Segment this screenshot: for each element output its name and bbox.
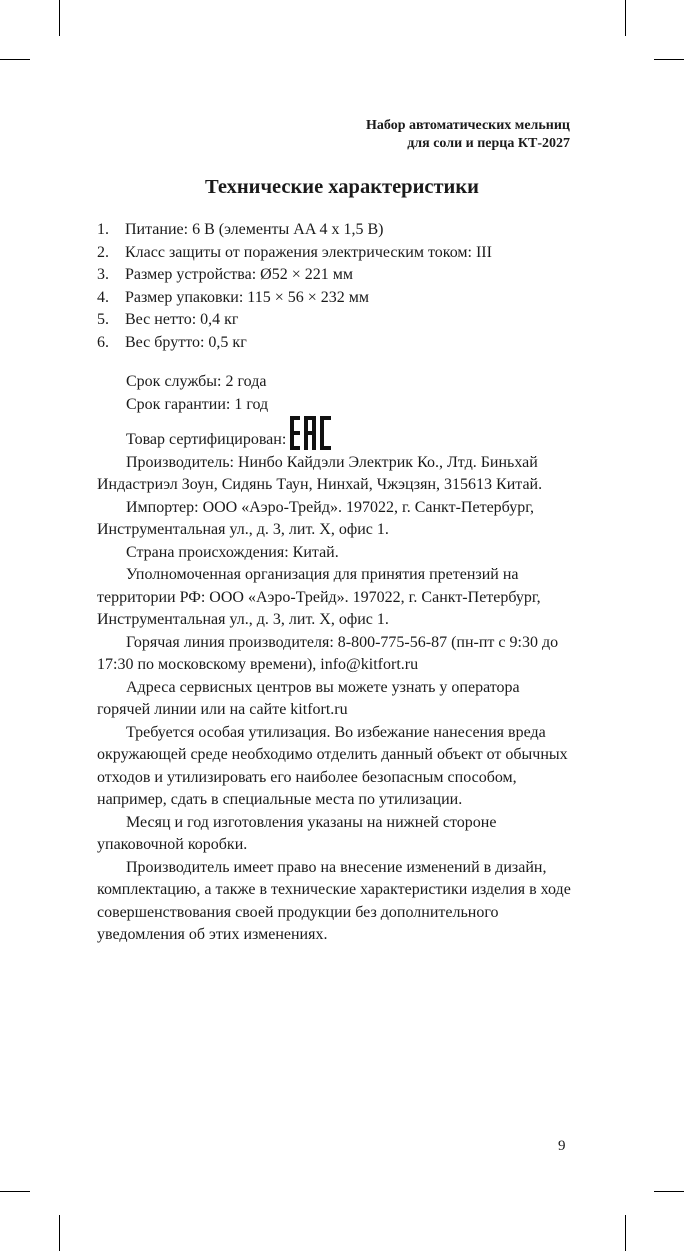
crop-mark (59, 0, 60, 36)
crop-mark (654, 1191, 684, 1192)
spec-number: 3. (97, 266, 109, 283)
info-section (97, 371, 571, 947)
importer-paragraph: Импортер: ООО «Аэро-Трейд». 197022, г. Санкт-Петербург, Инструментальная ул., д. 3, лит. Х, офис 1. (97, 498, 534, 538)
crop-mark (654, 59, 684, 60)
crop-mark (0, 1191, 30, 1192)
spec-item (97, 287, 577, 310)
spec-number: 6. (97, 333, 109, 351)
spec-item (97, 264, 577, 287)
spec-item (97, 219, 577, 242)
spec-number: 2. (97, 243, 109, 261)
spec-text: Класс защиты от поражения электрическим током: III (125, 243, 492, 261)
spec-list (97, 219, 577, 354)
spec-number: 1. (97, 221, 109, 238)
service-life: Срок службы: 2 года (126, 373, 267, 390)
header-line-2: для соли и перца КТ-2027 (407, 136, 570, 151)
spec-text: Вес нетто: 0,4 кг (125, 311, 239, 328)
warranty: Срок гарантии: 1 год (126, 395, 269, 413)
origin-paragraph: Страна происхождения: Китай. (126, 543, 339, 561)
hotline-paragraph: Горячая линия производителя: 8-800-775-56-87 (пн-пт с 9:30 до 17:30 по московскому времени), info@kitfort.ru (97, 633, 559, 673)
spec-text: Размер устройства: Ø52 × 221 мм (125, 266, 353, 283)
page-number: 9 (558, 1138, 566, 1154)
spec-text: Вес брутто: 0,5 кг (125, 333, 247, 351)
claims-paragraph: Уполномоченная организация для принятия претензий на территории РФ: ООО «Аэро-Трейд». 197022, г. Санкт-Петербург, Инструментальная ул., д. 3, лит. Х, офис 1. (97, 566, 541, 628)
spec-number: 5. (97, 311, 109, 328)
certification-row (97, 416, 571, 452)
certified-label: Товар сертифицирован: (126, 431, 287, 448)
spec-text: Питание: 6 В (элементы AA 4 х 1,5 В) (125, 221, 384, 238)
spec-item (97, 332, 577, 355)
running-header (366, 117, 570, 153)
manufacturer-paragraph: Производитель: Нинбо Кайдэли Электрик Ко., Лтд. Биньхай Индастриэл Зоун, Сидянь Таун, Нинхай, Чжэцзян, 315613 Китай. (97, 453, 543, 493)
disposal-paragraph: Требуется особая утилизация. Во избежание нанесения вреда окружающей среде необходимо отделить данный объект от обычных отходов и утилизировать его наиболее безопасным способом, например, сдать в специальные места по утилизации. (97, 723, 568, 808)
crop-mark (0, 59, 30, 60)
page-title: Технические характеристики (205, 176, 479, 198)
spec-number: 4. (97, 288, 109, 306)
service-centers-paragraph: Адреса сервисных центров вы можете узнать у оператора горячей линии или на сайте kitfort.ru (97, 678, 520, 718)
changes-notice-paragraph: Производитель имеет право на внесение изменений в дизайн, комплектацию, а также в технические характеристики изделия в ходе совершенствования своей продукции без дополнительного уведомления об этих изменениях. (97, 858, 571, 943)
header-line-1: Набор автоматических мельниц (366, 118, 570, 133)
spec-item (97, 242, 577, 265)
crop-mark (625, 0, 626, 36)
manufacture-date-paragraph: Месяц и год изготовления указаны на нижней стороне упаковочной коробки. (97, 813, 497, 853)
spec-text: Размер упаковки: 115 × 56 × 232 мм (125, 288, 369, 306)
crop-mark (625, 1215, 626, 1251)
spec-item (97, 309, 577, 332)
crop-mark (59, 1215, 60, 1251)
